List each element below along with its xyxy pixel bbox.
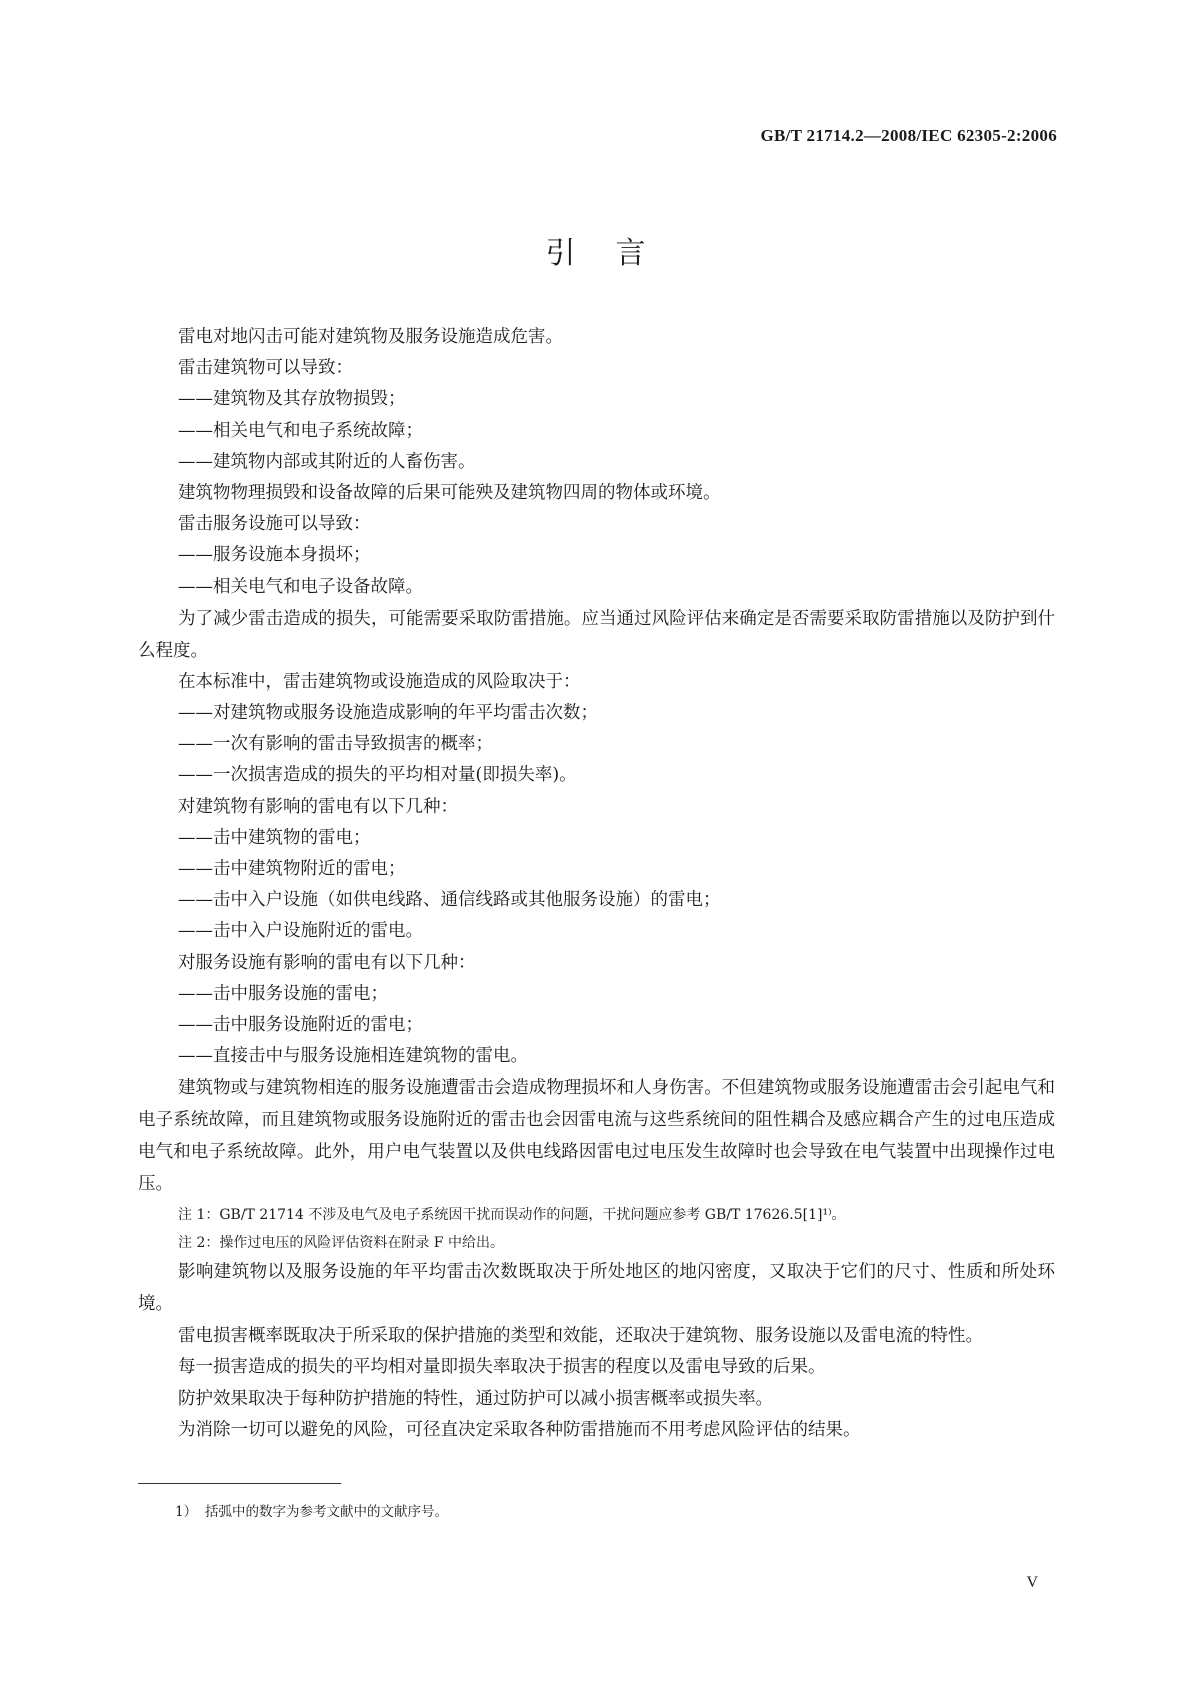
note: 注 2：操作过电压的风险评估资料在附录 F 中给出。 bbox=[178, 1235, 504, 1252]
paragraph: 每一损害造成的损失的平均相对量即损失率取决于损害的程度以及雷电导致的后果。 bbox=[178, 1357, 826, 1378]
list-item: ——相关电气和电子系统故障； bbox=[178, 420, 423, 441]
list-item: ——一次损害造成的损失的平均相对量(即损失率)。 bbox=[178, 765, 577, 786]
paragraph: 雷电对地闪击可能对建筑物及服务设施造成危害。 bbox=[178, 327, 563, 347]
list-item: ——击中入户设施附近的雷电。 bbox=[178, 921, 423, 942]
list-item: ——击中服务设施的雷电； bbox=[178, 983, 388, 1004]
footnote-number: 1） bbox=[175, 1504, 198, 1520]
note: 注 1：GB/T 21714 不涉及电气及电子系统因干扰而误动作的问题，干扰问题应参考 GB/T 17626.5[1]¹⁾。 bbox=[178, 1207, 846, 1224]
body-text bbox=[138, 322, 1055, 1446]
list-item: ——一次有影响的雷击导致损害的概率； bbox=[178, 734, 493, 755]
page-number: V bbox=[1026, 1574, 1038, 1591]
list-item: ——击中入户设施（如供电线路、通信线路或其他服务设施）的雷电； bbox=[178, 890, 721, 911]
paragraph: 雷击服务设施可以导致： bbox=[178, 514, 371, 535]
footnote-text: 括弧中的数字为参考文献中的文献序号。 bbox=[205, 1504, 448, 1520]
footnote bbox=[175, 1500, 448, 1520]
list-item: ——击中建筑物附近的雷电； bbox=[178, 859, 406, 880]
paragraph: 对服务设施有影响的雷电有以下几种： bbox=[178, 952, 476, 973]
paragraph: 雷击建筑物可以导致： bbox=[178, 358, 353, 379]
list-item: ——建筑物内部或其附近的人畜伤害。 bbox=[178, 451, 476, 472]
paragraph: 对建筑物有影响的雷电有以下几种： bbox=[178, 796, 458, 817]
list-item: ——对建筑物或服务设施造成影响的年平均雷击次数； bbox=[178, 703, 598, 724]
list-item: ——建筑物及其存放物损毁； bbox=[178, 389, 406, 410]
list-item: ——击中建筑物的雷电； bbox=[178, 827, 371, 848]
list-item: ——服务设施本身损坏； bbox=[178, 545, 371, 566]
paragraph: 在本标准中，雷击建筑物或设施造成的风险取决于： bbox=[178, 671, 581, 692]
list-item: ——直接击中与服务设施相连建筑物的雷电。 bbox=[178, 1046, 528, 1067]
paragraph: 雷电损害概率既取决于所采取的保护措施的类型和效能，还取决于建筑物、服务设施以及雷电流的特性。 bbox=[178, 1326, 983, 1347]
paragraph: 建筑物物理损毁和设备故障的后果可能殃及建筑物四周的物体或环境。 bbox=[178, 483, 721, 504]
standard-number-header: GB/T 21714.2—2008/IEC 62305-2:2006 bbox=[760, 126, 1057, 145]
list-item: ——相关电气和电子设备故障。 bbox=[178, 576, 423, 597]
paragraph: 建筑物或与建筑物相连的服务设施遭雷击会造成物理损坏和人身伤害。不但建筑物或服务设施遭雷击会引起电气和电子系统故障，而且建筑物或服务设施附近的雷击也会因雷电流与这些系统间的阻性耦合及感应耦合产生的过电压造成电气和电子系统故障。此外，用户电气装置以及供电线路因雷电过电压发生故障时也会导致在电气装置中出现操作过电压。 bbox=[138, 1078, 1055, 1195]
list-item: ——击中服务设施附近的雷电； bbox=[178, 1015, 423, 1036]
paragraph: 为了减少雷击造成的损失，可能需要采取防雷措施。应当通过风险评估来确定是否需要采取防雷措施以及防护到什么程度。 bbox=[138, 608, 1055, 661]
paragraph: 为消除一切可以避免的风险，可径直决定采取各种防雷措施而不用考虑风险评估的结果。 bbox=[178, 1419, 861, 1440]
paragraph: 防护效果取决于每种防护措施的特性，通过防护可以减小损害概率或损失率。 bbox=[178, 1388, 773, 1409]
footnote-divider bbox=[138, 1483, 341, 1484]
section-title: 引言 bbox=[545, 236, 686, 271]
paragraph: 影响建筑物以及服务设施的年平均雷击次数既取决于所处地区的地闪密度，又取决于它们的尺寸、性质和所处环境。 bbox=[138, 1262, 1055, 1315]
